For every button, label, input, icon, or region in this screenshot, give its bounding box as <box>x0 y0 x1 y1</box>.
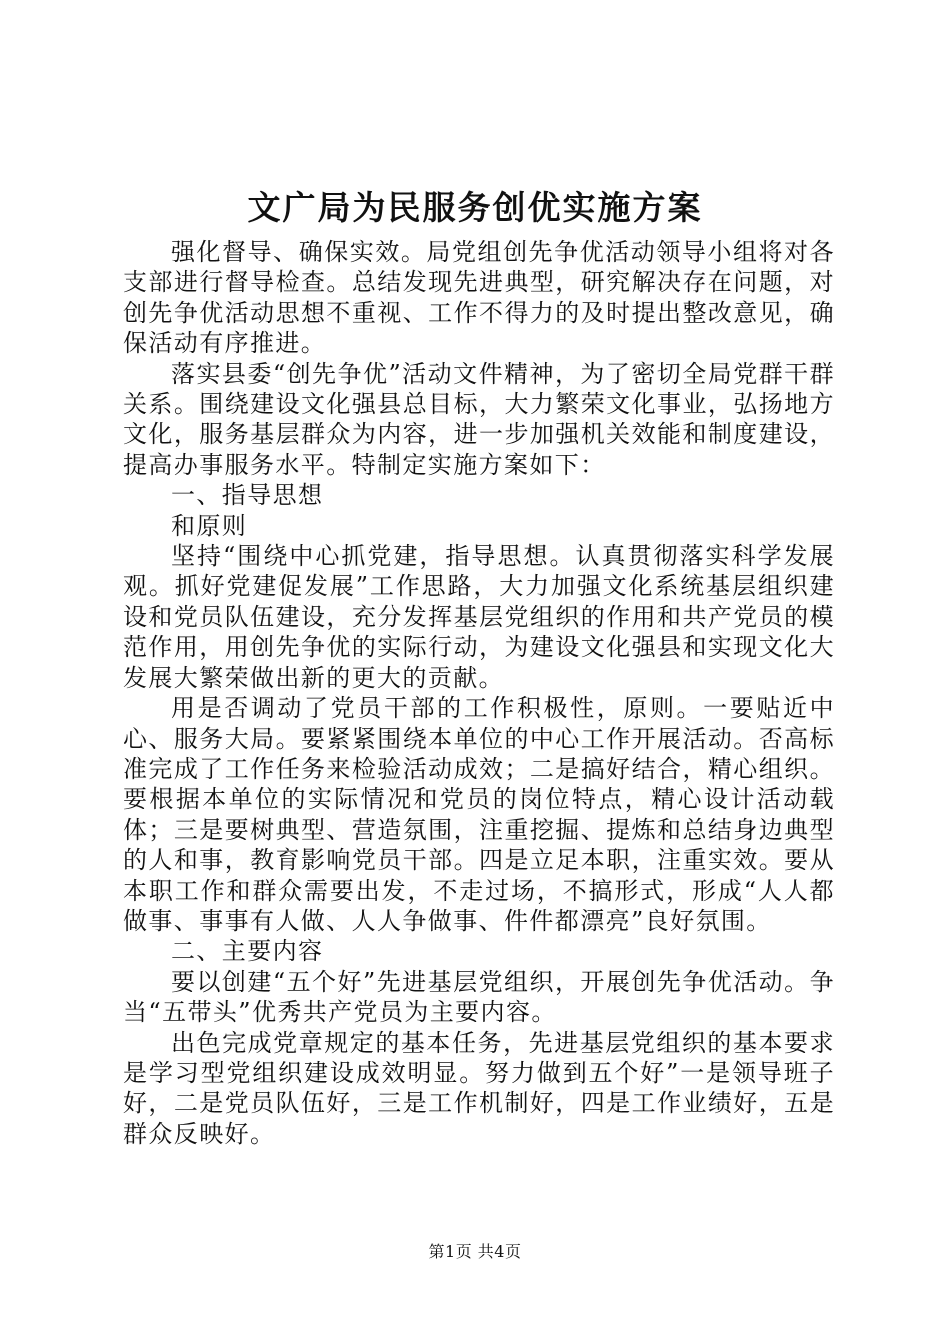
paragraph-supervision: 强化督导、确保实效。局党组创先争优活动领导小组将对各支部进行督导检查。总结发现先进典型，研究解决存在问题，对创先争优活动思想不重视、工作不得力的及时提出整改意见，确保活动有序推进。 <box>123 238 835 358</box>
paragraph-main-content: 要以创建“五个好”先进基层党组织，开展创先争优活动。争当“五带头”优秀共产党员为主要内容。 <box>123 967 835 1027</box>
document-title: 文广局为民服务创优实施方案 <box>247 188 703 227</box>
page-number-footer: 第1页 共4页 <box>428 1242 522 1261</box>
section-heading-main-content: 二、主要内容 <box>171 937 324 966</box>
section-heading-guiding-ideology: 一、指导思想 <box>171 481 324 510</box>
paragraph-five-goods: 出色完成党章规定的基本任务，先进基层党组织的基本要求是学习型党组织建设成效明显。努力做到五个好”一是领导班子好，二是党员队伍好，三是工作机制好，四是工作业绩好，五是群众反映好。 <box>123 1028 835 1148</box>
document-body <box>123 237 835 1149</box>
paragraph-introduction: 落实县委“创先争优”活动文件精神，为了密切全局党群干群关系。围绕建设文化强县总目标，大力繁荣文化事业，弘扬地方文化，服务基层群众为内容，进一步加强机关效能和制度建设，提高办事服务水平。特制定实施方案如下： <box>123 359 835 479</box>
paragraph-guiding-ideology: 坚持“围绕中心抓党建，指导思想。认真贯彻落实科学发展观。抓好党建促发展”工作思路，大力加强文化系统基层组织建设和党员队伍建设，充分发挥基层党组织的作用和共产党员的模范作用，用创先争优的实际行动，为建设文化强县和实现文化大发展大繁荣做出新的更大的贡献。 <box>123 542 835 692</box>
section-heading-principles: 和原则 <box>171 511 248 540</box>
paragraph-principles: 用是否调动了党员干部的工作积极性，原则。一要贴近中心、服务大局。要紧紧围绕本单位的中心工作开展活动。否高标准完成了工作任务来检验活动成效；二是搞好结合，精心组织。要根据本单位的实际情况和党员的岗位特点，精心设计活动载体；三是要树典型、营造氛围，注重挖掘、提炼和总结身边典型的人和事，教育影响党员干部。四是立足本职，注重实效。要从本职工作和群众需要出发，不走过场，不搞形式，形成“人人都做事、事事有人做、人人争做事、件件都漂亮”良好氛围。 <box>123 694 835 935</box>
